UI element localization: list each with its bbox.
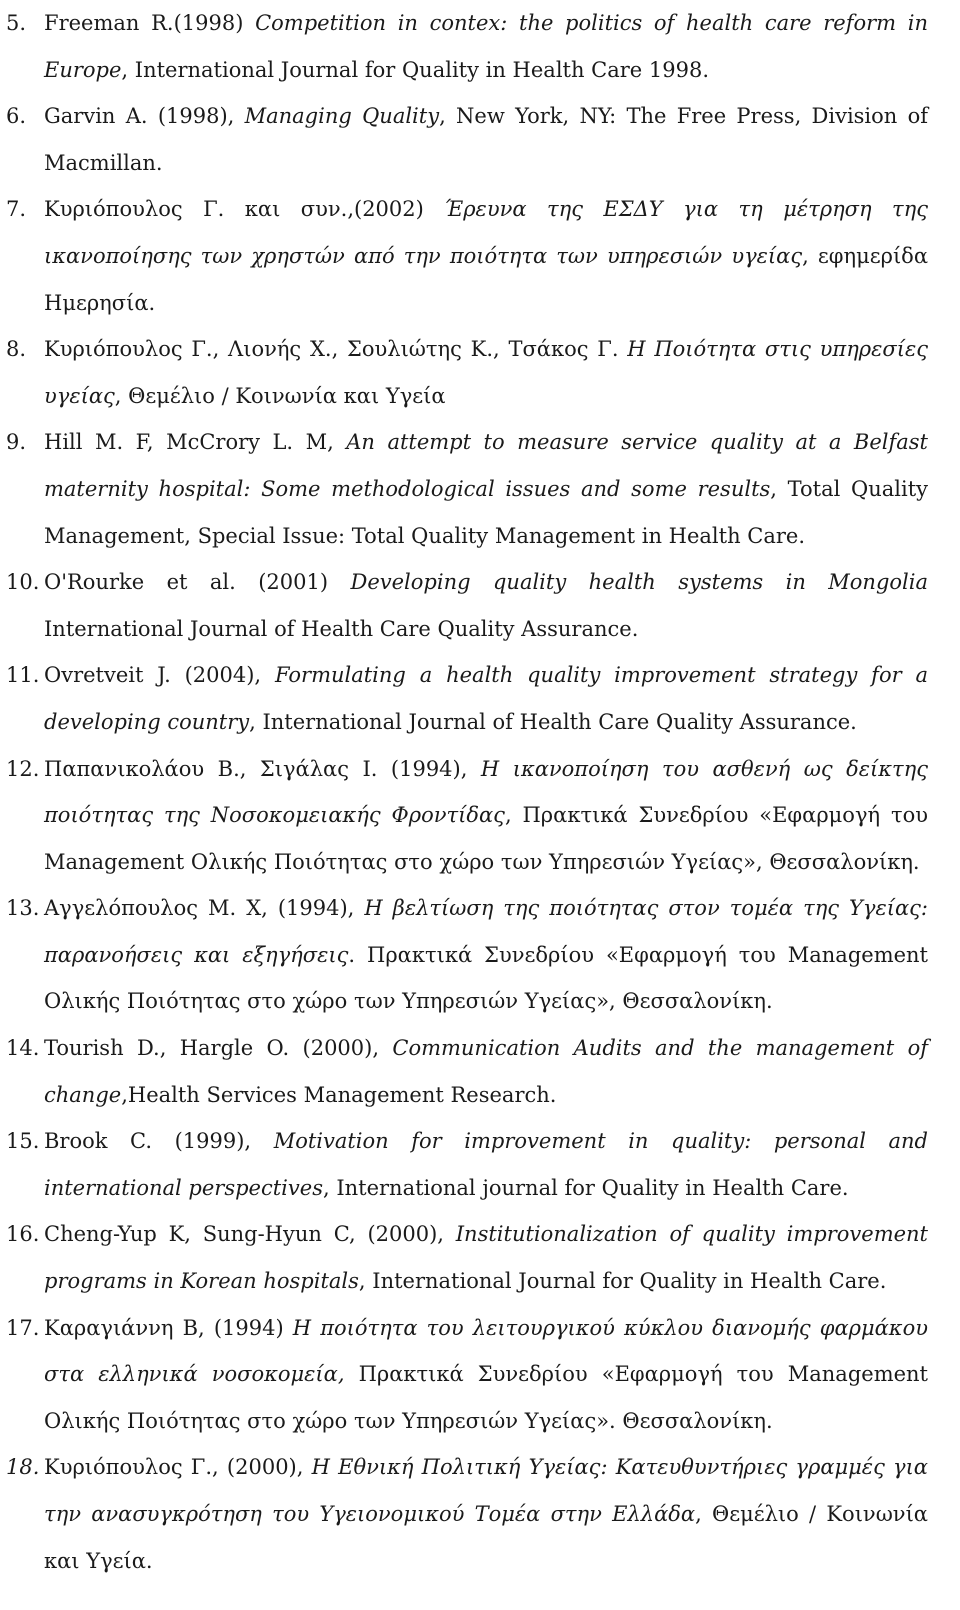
reference-number: 11.: [6, 663, 40, 688]
reference-title: An attempt to measure service quality at a Belfast maternity hospital: Some methodological issues and some results: [44, 430, 928, 501]
reference-text: , Πρακτικά Συνεδρίου «Εφαρμογή του Management Ολικής Ποιότητας στο χώρο των Υπηρεσιών Υγείας», Θεσσαλονίκη.: [44, 803, 928, 874]
reference-text: , Θεμέλιο / Κοινωνία και Υγεία: [114, 383, 446, 408]
reference-text: Hill M. F, McCrory L. M,: [44, 430, 347, 455]
reference-title: Developing quality health systems in Mongolia: [350, 570, 928, 595]
reference-title: Communication Audits and the management of change: [44, 1036, 928, 1107]
reference-number: 9.: [6, 430, 27, 455]
reference-text: Tourish D., Hargle O. (2000),: [44, 1036, 393, 1061]
reference-text: Κυριόπουλος Γ., (2000),: [44, 1455, 312, 1480]
reference-number: 12.: [6, 756, 40, 781]
reference-text: Garvin A. (1998),: [44, 104, 245, 129]
reference-text: , Total Quality Management, Special Issue: Total Quality Management in Health Care.: [44, 476, 929, 548]
reference-number: 18.: [6, 1455, 40, 1480]
reference-title: Formulating a health quality improvement strategy for a developing country: [44, 663, 929, 734]
reference-text: , International Journal for Quality in Health Care 1998.: [121, 57, 710, 82]
reference-number: 16.: [6, 1222, 40, 1247]
reference-text: , International Journal for Quality in Health Care.: [358, 1269, 887, 1294]
reference-item: [0, 1305, 928, 1445]
reference-text: ,Health Services Management Research.: [121, 1082, 557, 1107]
reference-title: Institutionalization of quality improvement programs in Korean hospitals: [44, 1222, 928, 1294]
reference-text: International Journal of Health Care Quality Assurance.: [44, 616, 639, 641]
reference-number: 5.: [6, 11, 27, 35]
reference-text: Παπανικολάου Β., Σιγάλας Ι. (1994),: [44, 756, 481, 781]
reference-title: Competition in contex: the politics of health care reform in Europe: [44, 11, 928, 82]
reference-title: Η Ποιότητα στις υπηρεσίες υγείας: [44, 337, 928, 408]
reference-text: Ovretveit J. (2004),: [44, 663, 275, 688]
reference-item: [0, 746, 928, 886]
reference-number: 14.: [6, 1036, 40, 1061]
reference-item: [0, 326, 928, 419]
reference-title: Motivation for improvement in quality: personal and international perspectives: [44, 1129, 929, 1200]
reference-item: [0, 1025, 928, 1118]
reference-number: 7.: [6, 197, 27, 222]
reference-text: , εφημερίδα Ημερησία.: [44, 243, 929, 315]
reference-item: [0, 885, 928, 1025]
reference-title: Έρευνα της ΕΣΔΥ για τη μέτρηση της ικανοποίησης των χρηστών από την ποιότητα των υπηρεσιών υγείας: [44, 197, 929, 268]
reference-item: [0, 186, 928, 326]
reference-text: Cheng-Yup K, Sung-Hyun C, (2000),: [44, 1222, 456, 1247]
reference-text: Καραγιάννη Β, (1994): [44, 1315, 293, 1340]
reference-item: [0, 559, 928, 652]
reference-text: , International Journal of Health Care Quality Assurance.: [249, 709, 857, 734]
reference-text: Κυριόπουλος Γ., Λιονής Χ., Σουλιώτης Κ., Τσάκος Γ.: [44, 337, 628, 362]
reference-text: Brook C. (1999),: [44, 1129, 274, 1154]
reference-item: [0, 1211, 928, 1304]
reference-number: 17.: [6, 1315, 40, 1340]
reference-number: 6.: [6, 104, 27, 129]
reference-item: [0, 419, 928, 559]
reference-text: , International journal for Quality in Health Care.: [322, 1175, 849, 1200]
reference-title: Η Εθνική Πολιτική Υγείας: Κατευθυντήριες γραμμές για την ανασυγκρότηση του Υγειονομικού Τομέα στην Ελλάδα: [44, 1455, 928, 1526]
reference-text: Πρακτικά Συνεδρίου «Εφαρμογή του Management Ολικής Ποιότητας στο χώρο των Υπηρεσιών Υγείας». Θεσσαλονίκη.: [44, 1362, 928, 1433]
reference-item: [0, 652, 928, 745]
reference-number: 13.: [6, 896, 40, 921]
reference-number: 15.: [6, 1129, 40, 1154]
reference-text: Freeman R.(1998): [44, 11, 256, 35]
reference-number: 10.: [6, 570, 40, 595]
reference-title: Η βελτίωση της ποιότητας στον τομέα της Υγείας: παρανοήσεις και εξηγήσεις: [44, 896, 928, 967]
reference-title: Managing Quality: [244, 104, 440, 129]
reference-text: , New York, NY: The Free Press, Division of Macmillan.: [44, 104, 929, 175]
reference-text: Αγγελόπουλος Μ. Χ, (1994),: [44, 896, 365, 921]
reference-title: Η ικανοποίηση του ασθενή ως δείκτης ποιότητας της Νοσοκομειακής Φροντίδας: [44, 756, 928, 828]
reference-title: Η ποιότητα του λειτουργικού κύκλου διανομής φαρμάκου στα ελληνικά νοσοκομεία,: [44, 1315, 928, 1387]
reference-item: [0, 1118, 928, 1211]
reference-text: Κυριόπουλος Γ. και συν.,(2002): [44, 197, 445, 222]
reference-item: [0, 1444, 928, 1584]
reference-item: [0, 0, 928, 93]
reference-number: 8.: [6, 337, 27, 362]
reference-text: O'Rourke et al. (2001): [44, 570, 351, 595]
reference-item: [0, 93, 928, 186]
reference-text: , Θεμέλιο / Κοινωνία και Υγεία.: [44, 1502, 928, 1573]
reference-text: . Πρακτικά Συνεδρίου «Εφαρμογή του Management Ολικής Ποιότητας στο χώρο των Υπηρεσιών Υγείας», Θεσσαλονίκη.: [44, 942, 928, 1014]
